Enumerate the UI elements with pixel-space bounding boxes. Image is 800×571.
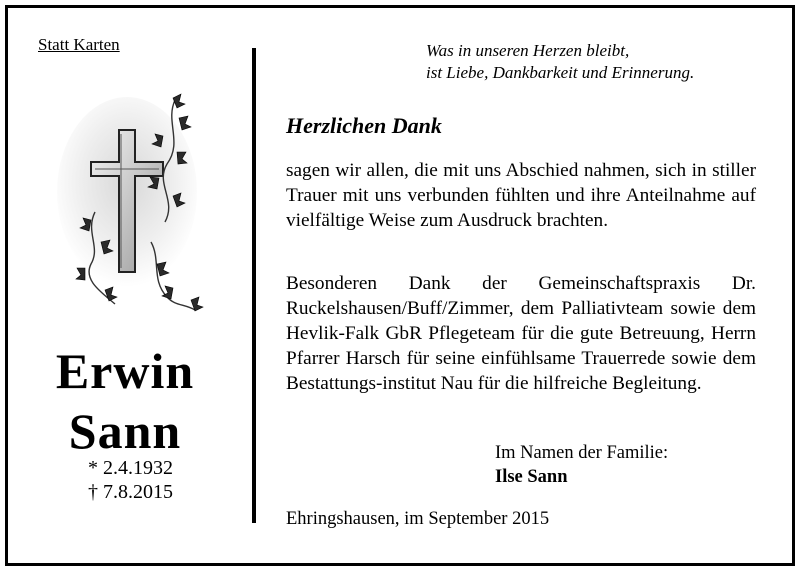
thanks-heading: Herzlichen Dank (286, 113, 442, 138)
thanks-paragraph-2: Besonderen Dank der Gemeinschaftspraxis Dr. Ruckelshausen/Buff/Zimmer, dem Palliativteam sowie dem Hevlik-Falk GbR Pflegeteam für die gute Betreuung, Herrn Pfarrer Harsch für seine einfühlsame Trauerrede sowie dem Bestattungs-institut Nau für die hilfreiche Begleitung. (286, 273, 756, 394)
signature-label: Im Namen der Familie: (495, 443, 669, 463)
statt-karten-label: Statt Karten (38, 35, 120, 54)
deceased-first-name: Erwin (55, 343, 195, 399)
thanks-paragraph-1: sagen wir allen, die mit uns Abschied nahmen, sich in stiller Trauer mit uns verbunden fühlten und ihre Anteilnahme auf vielfältige Weise zum Ausdruck brachten. (286, 160, 756, 231)
cross-with-ivy-icon (55, 92, 210, 314)
quote-line-2: ist Liebe, Dankbarkeit und Erinnerung. (426, 63, 695, 82)
place-date: Ehringshausen, im September 2015 (286, 509, 550, 529)
signature-name: Ilse Sann (495, 467, 568, 487)
deceased-last-name: Sann (68, 403, 182, 459)
vertical-divider (252, 48, 256, 523)
death-date: † 7.8.2015 (88, 481, 173, 503)
birth-date: * 2.4.1932 (88, 457, 173, 479)
quote-line-1: Was in unseren Herzen bleibt, (426, 41, 630, 60)
